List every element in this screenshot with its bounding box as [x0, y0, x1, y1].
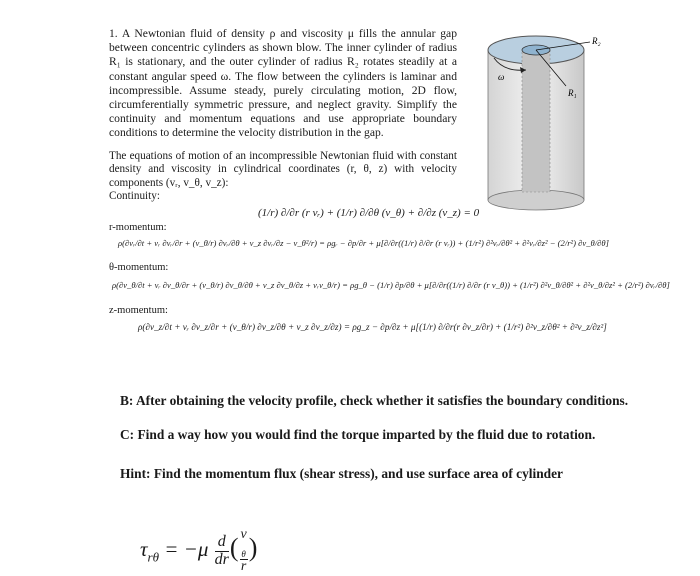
- tau-symbol: τ: [140, 537, 148, 562]
- z-momentum-label: z-momentum:: [109, 305, 168, 316]
- r-momentum-label: r-momentum:: [109, 222, 167, 233]
- equations-intro: [109, 150, 457, 204]
- derivative-numerator: d: [215, 534, 229, 552]
- tau-subscript: rθ: [147, 549, 159, 565]
- inner-cylinder: [522, 45, 550, 192]
- velocity-ratio-fraction: [240, 528, 248, 575]
- velocity-numerator-subscript: θ: [241, 548, 246, 559]
- problem-text: 1. A Newtonian fluid of density ρ and viscosity μ fills the annular gap between concentric cylinders as shown blow. The inner cylinder of radius R₁ is stationary, and the outer cylinder of radius R₂ rotates steadily at a constant angular speed ω. The flow between the cylinders is laminar and incompressible. Assume steady, purely circulating motion, 2D flow, circumferentially symmetric pressure, and neglect gravity. Simplify the continuity and momentum equations and use appropriate boundary conditions to determine the velocity distribution in the gap.: [109, 27, 457, 140]
- theta-momentum-label: θ-momentum:: [109, 262, 169, 273]
- question-b: B: After obtaining the velocity profile, check whether it satisfies the boundary conditions.: [120, 393, 629, 408]
- theta-momentum-equation: ρ(∂v_θ/∂t + vᵣ ∂v_θ/∂r + (v_θ/r) ∂v_θ/∂θ + v_z ∂v_θ/∂z + vᵣv_θ/r) = ρg_θ − (1/r) ∂p/∂θ + μ[∂/∂r((1/r) ∂/∂r (r v_θ)) + (1/r²) ∂²v_θ/∂θ² + ∂²v_θ/∂z² + (2/r²) ∂vᵣ/∂θ]: [112, 280, 670, 290]
- velocity-numerator: v: [240, 527, 247, 542]
- hint: Hint: Find the momentum flux (shear stress), and use surface area of cylinder: [120, 466, 563, 481]
- continuity-label: Continuity:: [109, 190, 160, 203]
- question-c: C: Find a way how you would find the torque imparted by the fluid due to rotation.: [120, 427, 596, 442]
- concentric-cylinders-figure: [462, 28, 604, 212]
- formula-rhs-prefix: = −μ: [164, 537, 209, 562]
- velocity-denominator: r: [240, 558, 247, 574]
- z-momentum-equation: ρ(∂v_z/∂t + vᵣ ∂v_z/∂r + (v_θ/r) ∂v_z/∂θ + v_z ∂v_z/∂z) = ρg_z − ∂p/∂z + μ[(1/r) ∂/∂r(r ∂v_z/∂r) + (1/r²) ∂²v_z/∂θ² + ∂²v_z/∂z²]: [138, 322, 607, 332]
- derivative-fraction: [215, 534, 229, 569]
- equations-intro-text: The equations of motion of an incompressible Newtonian fluid with constant density and viscosity in cylindrical coordinates (r, θ, z) with velocity components (vᵣ, v_θ, v_z):: [109, 150, 457, 189]
- derivative-denominator: dr: [214, 550, 229, 568]
- continuity-equation: (1/r) ∂/∂r (r vᵣ) + (1/r) ∂/∂θ (v_θ) + ∂/∂z (v_z) = 0: [258, 207, 480, 219]
- label-r2: R₂: [592, 36, 601, 46]
- shear-stress-formula: $\tau_{r\theta} = -\mu$ $\frac{d}{dr}$ ( v $_\theta$ r ): [140, 527, 258, 574]
- problem-statement: [109, 27, 457, 141]
- r-momentum-equation: ρ(∂vᵣ/∂t + vᵣ ∂vᵣ/∂r + (v_θ/r) ∂vᵣ/∂θ + v_z ∂vᵣ/∂z − v_θ²/r) = ρgᵣ − ∂p/∂r + μ[∂/∂r((1/r) ∂/∂r (r vᵣ)) + (1/r²) ∂²vᵣ/∂θ² + ∂²vᵣ/∂z² − (2/r²) ∂v_θ/∂θ]: [118, 238, 609, 248]
- label-r1: R₁: [568, 88, 577, 98]
- label-omega: ω: [498, 72, 505, 82]
